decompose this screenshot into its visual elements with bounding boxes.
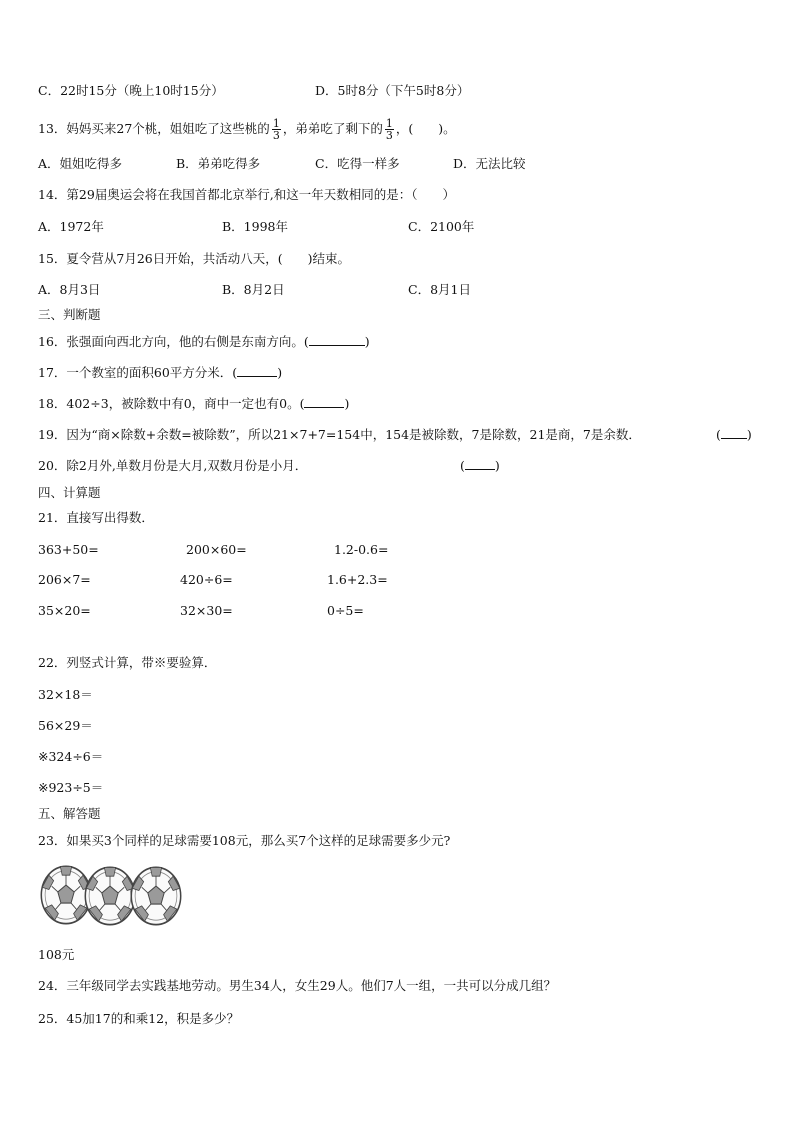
answer-blank[interactable] <box>304 395 344 408</box>
section-heading-word-problems: 五、解答题 <box>38 806 101 821</box>
q22-item: 32×18＝ <box>38 687 93 702</box>
q14-question: 14．第29届奥运会将在我国首都北京举行,和这一年天数相同的是：（ ） <box>38 187 456 202</box>
q22-item: ※324÷6＝ <box>38 749 104 764</box>
q21-item: 35×20= <box>38 603 91 618</box>
q13-text-part2: ，弟弟吃了剩下的 <box>282 121 383 136</box>
q14-option-c: C．2100年 <box>408 219 475 234</box>
q20-answer-bracket: ( ) <box>460 458 500 473</box>
soccer-ball-icon <box>85 867 134 924</box>
q21-item: 206×7= <box>38 572 91 587</box>
q21-item: 1.2-0.6= <box>334 542 389 557</box>
q24-question: 24．三年级同学去实践基地劳动。男生34人，女生29人。他们7人一组，一共可以分成几组？ <box>38 978 557 993</box>
q14-option-a: A．1972年 <box>38 219 104 234</box>
answer-blank[interactable] <box>237 364 277 377</box>
q15-option-b: B．8月2日 <box>222 282 285 297</box>
fraction-one-third: $\frac{1}{3}$ <box>272 117 280 142</box>
q15-option-a: A．8月3日 <box>38 282 101 297</box>
answer-blank[interactable] <box>465 457 495 470</box>
q22-item: 56×29＝ <box>38 718 93 733</box>
q13-option-c: C．吃得一样多 <box>315 156 400 171</box>
q21-question: 21．直接写出得数． <box>38 510 154 525</box>
q13-option-d: D．无法比较 <box>453 156 526 171</box>
q13-question <box>38 117 456 141</box>
q22-question: 22．列竖式计算，带※要验算． <box>38 655 217 670</box>
q15-option-c: C．8月1日 <box>408 282 471 297</box>
q13-text-part1: 13．妈妈买来27个桃，姐姐吃了这些桃的 <box>38 121 270 136</box>
q19-question: 19．因为“商×除数+余数=被除数”，所以21×7+7=154中，154是被除数，7是除数，21是商，7是余数． <box>38 427 641 442</box>
q21-item: 1.6+2.3= <box>327 572 388 587</box>
q25-question: 25．45加17的和乘12，积是多少？ <box>38 1011 240 1026</box>
answer-blank[interactable] <box>721 426 747 439</box>
q21-item: 363+50= <box>38 542 99 557</box>
q18-question: 18．402÷3，被除数中有0，商中一定也有0。( ) <box>38 396 350 411</box>
q16-question: 16．张强面向西北方向，他的右侧是东南方向。( ) <box>38 334 370 349</box>
q13-option-b: B．弟弟吃得多 <box>176 156 261 171</box>
q14-option-b: B．1998年 <box>222 219 288 234</box>
q23-price-label: 108元 <box>38 947 75 962</box>
q15-question: 15．夏令营从7月26日开始，共活动八天，( )结束。 <box>38 251 351 266</box>
section-heading-judgement: 三、判断题 <box>38 307 101 322</box>
q13-text-part3: ，( )。 <box>395 121 456 136</box>
section-heading-calculation: 四、计算题 <box>38 485 101 500</box>
q17-question: 17．一个教室的面积60平方分米．( ) <box>38 365 283 380</box>
soccer-balls-image <box>38 864 188 928</box>
q13-option-a: A．姐姐吃得多 <box>38 156 123 171</box>
q20-question: 20．除2月外,单数月份是大月,双数月份是小月． <box>38 458 308 473</box>
fraction-one-third: $\frac{1}{3}$ <box>385 117 393 142</box>
q21-item: 200×60= <box>186 542 247 557</box>
q22-item: ※923÷5＝ <box>38 780 104 795</box>
q19-answer-bracket: ( ) <box>716 427 752 442</box>
q21-item: 32×30= <box>180 603 233 618</box>
q12-option-c: C．22时15分（晚上10时15分） <box>38 83 224 98</box>
q21-item: 0÷5= <box>327 603 364 618</box>
soccer-ball-icon <box>131 867 180 924</box>
q23-question: 23．如果买3个同样的足球需要108元，那么买7个这样的足球需要多少元? <box>38 833 451 848</box>
answer-blank[interactable] <box>309 333 365 346</box>
soccer-ball-icon <box>41 866 90 923</box>
q21-item: 420÷6= <box>180 572 233 587</box>
q12-option-d: D．5时8分（下午5时8分） <box>315 83 470 98</box>
